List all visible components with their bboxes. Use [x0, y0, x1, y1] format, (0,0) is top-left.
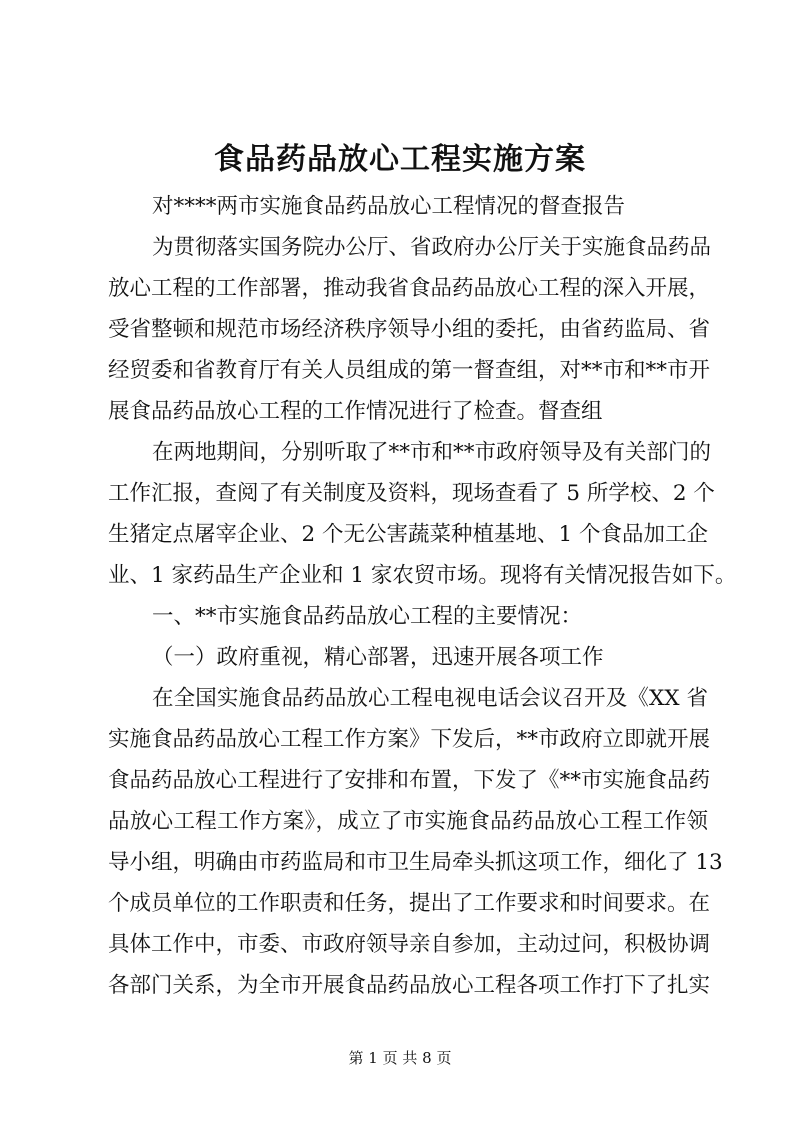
paragraph-line: 放心工程的工作部署，推动我省食品药品放心工程的深入开展，: [108, 276, 711, 301]
page-number-footer: 第 1 页 共 8 页: [348, 1049, 452, 1067]
report-subtitle: 对****两市实施食品药品放心工程情况的督查报告: [152, 194, 626, 219]
paragraph-line: 导小组，明确由市药监局和市卫生局牵头抓这项工作，细化了 13: [108, 850, 723, 875]
section-heading: 一、**市实施食品药品放心工程的主要情况：: [152, 604, 583, 629]
paragraph-line: 实施食品药品放心工程工作方案》下发后，**市政府立即就开展: [108, 727, 711, 752]
paragraph-line: 业、1 家药品生产企业和 1 家农贸市场。现将有关情况报告如下。: [108, 563, 737, 588]
paragraph-line: 生猪定点屠宰企业、2 个无公害蔬菜种植基地、1 个食品加工企: [108, 522, 709, 547]
paragraph-line: 工作汇报，查阅了有关制度及资料，现场查看了 5 所学校、2 个: [108, 481, 715, 506]
document-title: 食品药品放心工程实施方案: [214, 142, 586, 177]
paragraph-line: 展食品药品放心工程的工作情况进行了检查。督查组: [108, 399, 603, 424]
paragraph-line: 受省整顿和规范市场经济秩序领导小组的委托，由省药监局、省: [108, 317, 711, 342]
paragraph-line: 在两地期间，分别听取了**市和**市政府领导及有关部门的: [152, 440, 712, 465]
paragraph-line: 个成员单位的工作职责和任务，提出了工作要求和时间要求。在: [108, 891, 711, 916]
paragraph-line: 品放心工程工作方案》，成立了市实施食品药品放心工程工作领: [108, 809, 708, 834]
paragraph-line: 经贸委和省教育厅有关人员组成的第一督查组，对**市和**市开: [108, 358, 711, 383]
paragraph-line: 具体工作中，市委、市政府领导亲自参加，主动过问，积极协调: [108, 932, 711, 957]
paragraph-line: 在全国实施食品药品放心工程电视电话会议召开及《XX 省: [152, 686, 708, 711]
paragraph-line: 为贯彻落实国务院办公厅、省政府办公厅关于实施食品药品: [152, 235, 712, 260]
paragraph-line: 各部门关系，为全市开展食品药品放心工程各项工作打下了扎实: [108, 973, 711, 998]
subsection-heading: （一）政府重视，精心部署，迅速开展各项工作: [152, 645, 604, 670]
paragraph-line: 食品药品放心工程进行了安排和布置，下发了《**市实施食品药: [108, 768, 711, 793]
